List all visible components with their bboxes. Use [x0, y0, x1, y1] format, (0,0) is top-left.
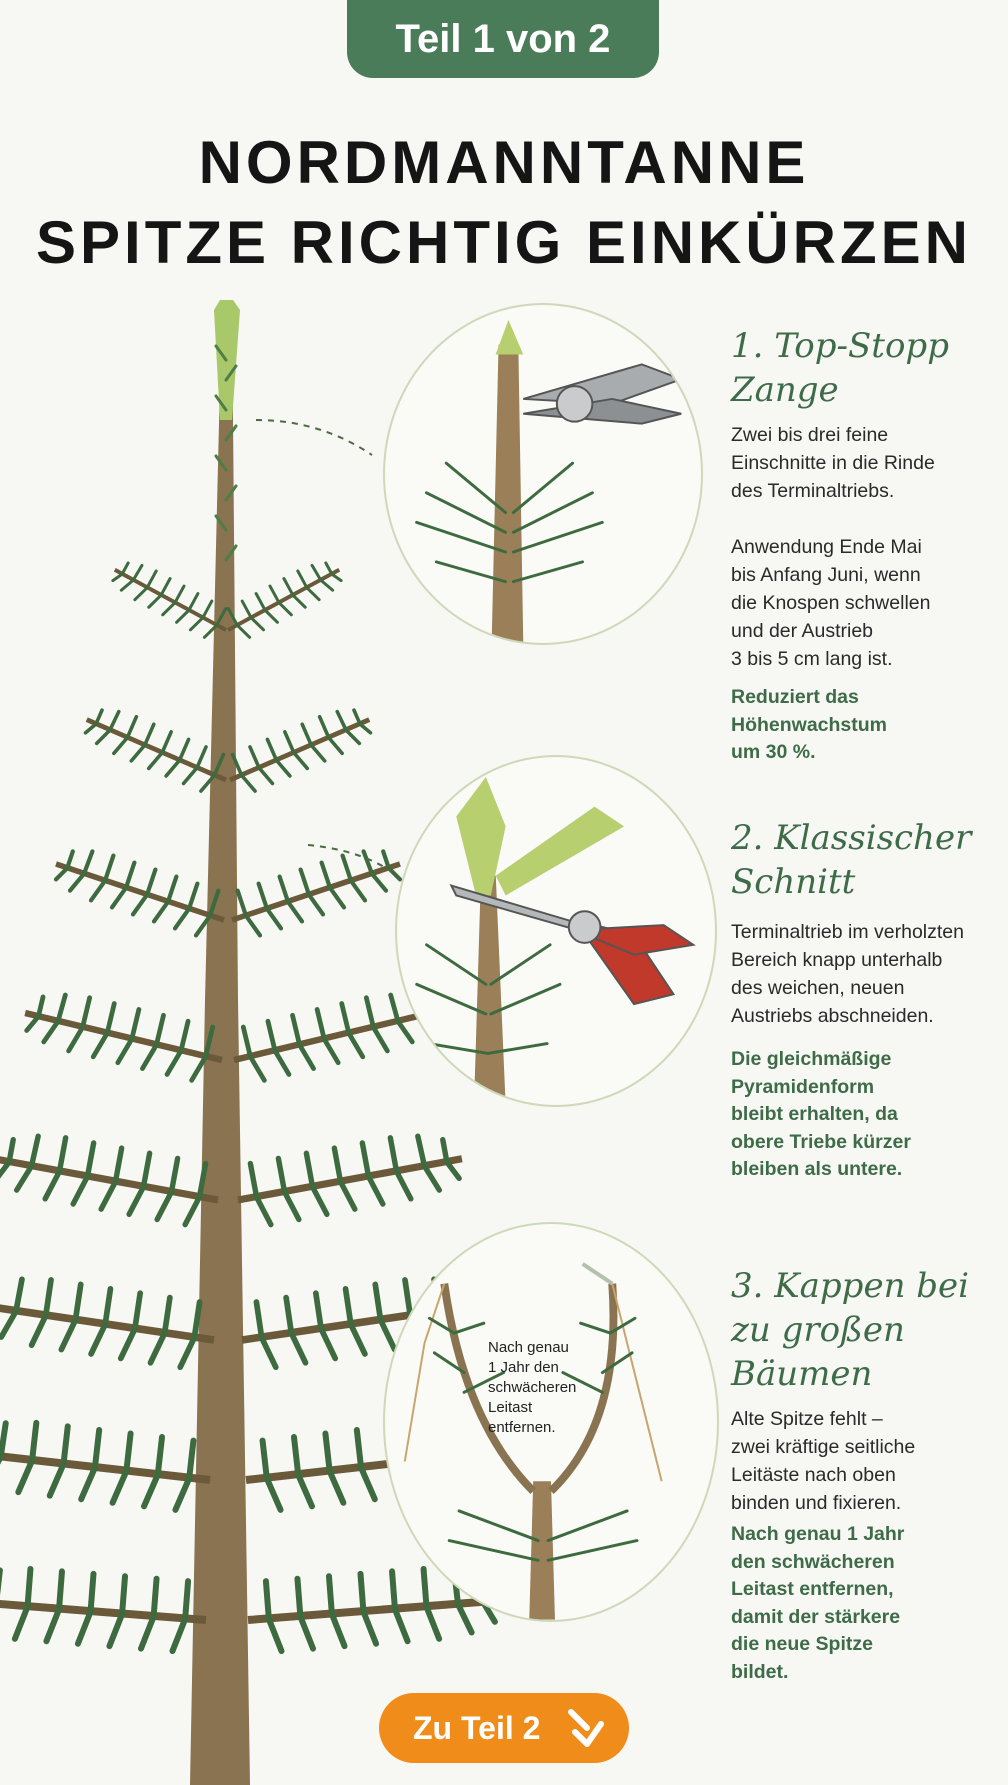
top-stop-illustration: [383, 303, 703, 645]
step-1-timing: Anwendung Ende Mai bis Anfang Juni, wenn die Knospen schwellen und der Austrieb 3 bis 5 cm lang ist.: [731, 536, 931, 670]
page-title-line2: SPITZE RICHTIG EINKÜRZEN: [35, 209, 973, 276]
page-title-line1: NORDMANNTANNE: [198, 129, 810, 196]
next-part-button[interactable]: [379, 1693, 629, 1763]
step-2-title: 2. Klassischer Schnitt: [731, 818, 972, 902]
next-part-label: Zu Teil 2: [413, 1709, 541, 1746]
step-1-title: 1. Top-Stopp Zange: [731, 326, 949, 410]
top-stop-pliers-icon: [385, 305, 701, 643]
step-1-result: Reduziert das Höhenwachstum um 30 %.: [731, 686, 888, 763]
part-badge: Teil 1 von 2: [347, 0, 659, 78]
note-remove-weaker-leader: Nach genau 1 Jahr den schwächeren Leitast entfernen.: [488, 1339, 577, 1436]
classic-cut-illustration: [395, 755, 717, 1107]
step-2-result: Die gleichmäßige Pyramidenform bleibt erhalten, da obere Triebe kürzer bleiben als untere.: [731, 1048, 911, 1180]
step-3-description: Alte Spitze fehlt – zwei kräftige seitliche Leitäste nach oben binden und fixieren.: [731, 1408, 916, 1514]
arrow-down-right-icon: [563, 1706, 607, 1750]
step-1-description: Zwei bis drei feine Einschnitte in die Rinde des Terminaltriebs.: [731, 424, 935, 502]
step-3-result: Nach genau 1 Jahr den schwächeren Leitast entfernen, damit der stärkere die neue Spitze bildet.: [731, 1523, 905, 1683]
pruning-shears-icon: [397, 757, 715, 1105]
step-3-title: 3. Kappen bei zu großen Bäumen: [731, 1266, 970, 1394]
step-2-description: Terminaltrieb im verholzten Bereich knapp unterhalb des weichen, neuen Austriebs abschneiden.: [731, 921, 965, 1027]
